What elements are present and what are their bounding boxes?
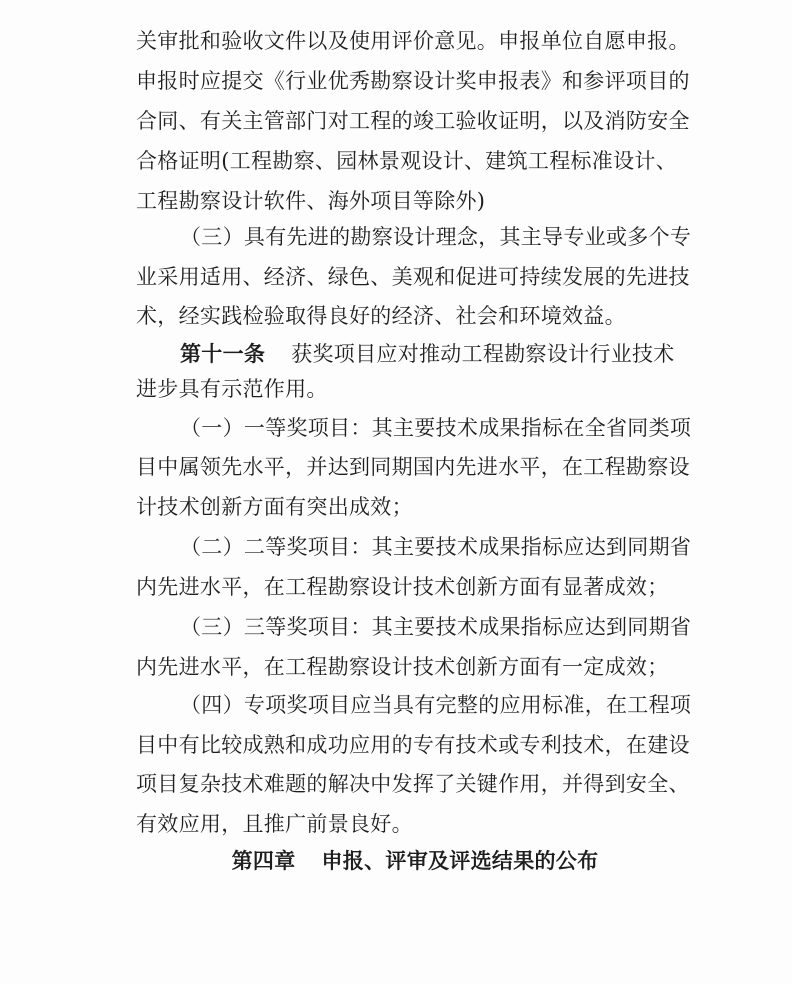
text-line: 术，经实践检验取得良好的经济、社会和环境效益。 [136, 304, 626, 328]
article-label: 第十一条 [180, 341, 266, 366]
article-text: 获奖项目应对推动工程勘察设计行业技术 [291, 342, 675, 366]
text-line: （一）一等奖项目：其主要技术成果指标在全省同类项 [180, 416, 692, 440]
chapter-title: 申报、评审及评选结果的公布 [321, 848, 599, 873]
text-line: （三）具有先进的勘察设计理念，其主导专业或多个专 [180, 225, 692, 249]
text-line: （二）二等奖项目：其主要技术成果指标应达到同期省 [180, 535, 692, 559]
text-line: 进步具有示范作用。 [136, 377, 328, 401]
text-line: 合同、有关主管部门对工程的竣工验收证明，以及消防安全 [136, 109, 690, 133]
text-line: 内先进水平，在工程勘察设计技术创新方面有显著成效； [136, 575, 669, 599]
text-line: 项目复杂技术难题的解决中发挥了关键作用，并得到安全、 [136, 772, 690, 796]
article-11-line [180, 339, 792, 369]
text-line: 目中属领先水平，并达到同期国内先进水平，在工程勘察设 [136, 455, 690, 479]
text-line: 合格证明(工程勘察、园林景观设计、建筑工程标准设计、 [136, 149, 677, 173]
text-line: 计技术创新方面有突出成效； [136, 495, 413, 519]
text-line: 目中有比较成熟和成功应用的专有技术或专利技术，在建设 [136, 733, 690, 757]
text-line: 内先进水平，在工程勘察设计技术创新方面有一定成效； [136, 655, 669, 679]
text-line: （三）三等奖项目：其主要技术成果指标应达到同期省 [180, 615, 692, 639]
text-line: 工程勘察设计软件、海外项目等除外) [136, 189, 486, 213]
chapter-heading [38, 846, 792, 876]
chapter-label: 第四章 [231, 848, 296, 873]
text-line: 关审批和验收文件以及使用评价意见。申报单位自愿申报。 [136, 29, 690, 53]
text-line: 申报时应提交《行业优秀勘察设计奖申报表》和参评项目的 [136, 69, 690, 93]
text-line: 有效应用，且推广前景良好。 [136, 812, 413, 836]
text-line: （四）专项奖项目应当具有完整的应用标准，在工程项 [180, 693, 692, 717]
text-line: 业采用适用、经济、绿色、美观和促进可持续发展的先进技 [136, 265, 690, 289]
